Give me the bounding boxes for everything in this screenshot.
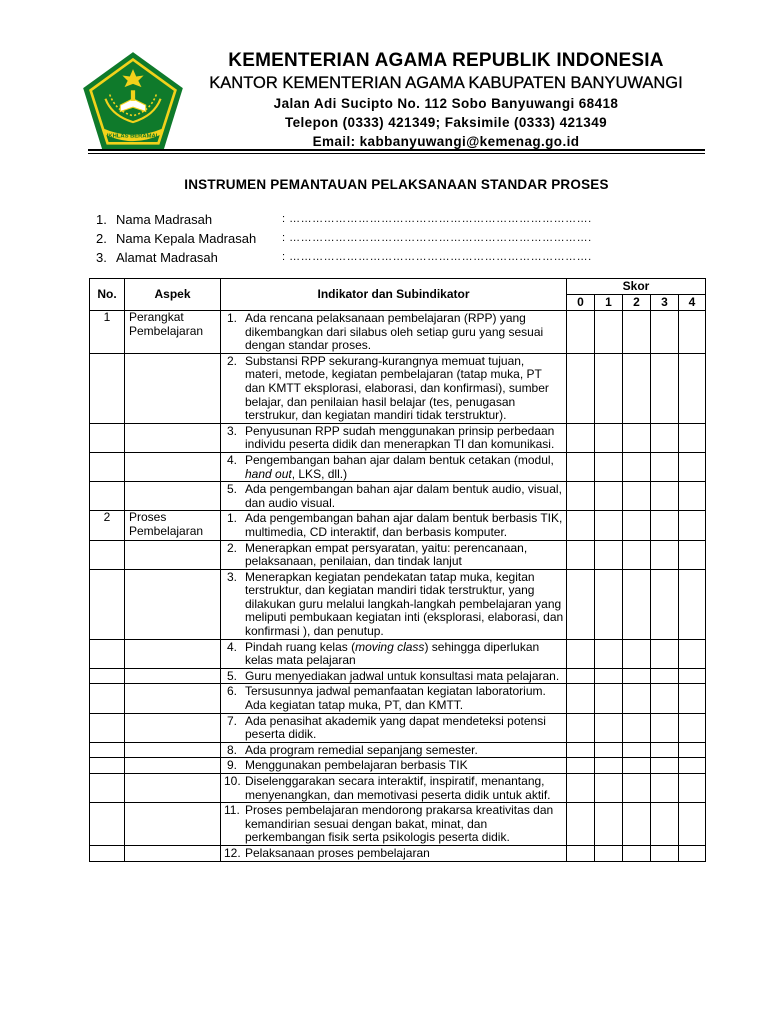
score-level: 1 [595, 295, 623, 311]
indicator-number: 2. [227, 353, 238, 368]
score-cell[interactable] [623, 713, 651, 742]
score-cell[interactable] [567, 684, 595, 713]
indicator-number: 12. [224, 845, 241, 860]
score-cell[interactable] [623, 758, 651, 774]
indicator-text: Substansi RPP sekurang-kurangnya memuat tujuan, materi, metode, kegiatan pembelajaran (tatap muka, PT dan KMTT eksplorasi, elaborasi, dan konfirmasi), sumber belajar, dan penilaian hasil belajar (tes, penugasan terstrukur, dan kegiatan mandiri tidak terstruktur). [245, 353, 549, 423]
score-cell[interactable] [679, 353, 706, 423]
row-number [90, 639, 125, 668]
row-aspek [125, 803, 221, 846]
indicator-number: 2. [227, 540, 238, 555]
indicator-text: Ada rencana pelaksanaan pembelajaran (RPP) yang dikembangkan dari silabus oleh setiap guru yang sesuai dengan standar proses. [245, 311, 544, 353]
indicator-text: Ada penasihat akademik yang dapat mendeteksi potensi peserta didik. [245, 713, 546, 742]
field-label: Nama Madrasah [116, 212, 213, 227]
indicator-cell [221, 845, 567, 861]
row-aspek [125, 742, 221, 758]
row-number [90, 684, 125, 713]
office-phone: Telepon (0333) 421349; Faksimile (0333) 421349 [284, 115, 608, 130]
score-cell[interactable] [651, 353, 679, 423]
indicator-number: 11. [224, 803, 240, 818]
indicator-number: 8. [227, 742, 238, 757]
indicator-text: Pelaksanaan proses pembelajaran [245, 845, 430, 860]
ministry-name: KEMENTERIAN AGAMA REPUBLIK INDONESIA [228, 50, 664, 71]
table-row [90, 742, 706, 758]
indicator-cell [221, 423, 567, 452]
indicator-text: Menerapkan kegiatan pendekatan tatap muka, kegitan terstruktur, dan kegiatan mandiri tidak terstruktur, yang dilakukan guru melalui langkah-langkah pembelajaran yang meliputi pembukaan kegiatan inti (eksplorasi, elaborasi, dan konfirmasi ), dan penutup. [245, 569, 564, 639]
row-number: 2 [90, 511, 125, 540]
score-cell[interactable] [651, 668, 679, 684]
header-indikator: Indikator dan Subindikator [221, 279, 567, 311]
row-aspek [125, 639, 221, 668]
score-cell[interactable] [567, 713, 595, 742]
score-cell[interactable] [651, 639, 679, 668]
table-row [90, 423, 706, 452]
score-cell[interactable] [679, 423, 706, 452]
score-cell[interactable] [679, 758, 706, 774]
table-row [90, 540, 706, 569]
score-cell[interactable] [595, 774, 623, 803]
score-cell[interactable] [651, 742, 679, 758]
indicator-text: Ada program remedial sepanjang semester. [245, 742, 478, 757]
indicator-text: Ada pengembangan bahan ajar dalam bentuk berbasis TIK, multimedia, CD interaktif, dan berbasis komputer. [245, 511, 563, 539]
row-aspek [125, 845, 221, 861]
indicator-cell [221, 774, 567, 803]
score-cell[interactable] [651, 684, 679, 713]
score-cell[interactable] [623, 639, 651, 668]
kemenag-logo [80, 50, 186, 156]
indicator-text: Tersusunnya jadwal pemanfaatan kegiatan laboratorium. Ada kegiatan tatap muka, PT, dan KMTT. [245, 684, 546, 713]
score-cell[interactable] [679, 311, 706, 354]
score-cell[interactable] [679, 845, 706, 861]
row-aspek [125, 713, 221, 742]
score-cell[interactable] [623, 423, 651, 452]
score-cell[interactable] [623, 803, 651, 846]
indicator-cell [221, 311, 567, 354]
score-cell[interactable] [595, 639, 623, 668]
row-aspek [125, 774, 221, 803]
score-cell[interactable] [623, 540, 651, 569]
score-cell[interactable] [567, 758, 595, 774]
indicator-cell [221, 639, 567, 668]
score-cell[interactable] [623, 845, 651, 861]
indicator-number: 3. [227, 569, 238, 584]
field-nama-kepala-madrasah [96, 229, 592, 248]
row-number [90, 353, 125, 423]
field-label: Alamat Madrasah [116, 250, 218, 265]
field-number: 3. [96, 250, 107, 265]
score-cell[interactable] [567, 482, 595, 511]
row-number [90, 540, 125, 569]
indicator-text: Menerapkan empat persyaratan, yaitu: perencanaan, pelaksanaan, penilaian, dan tindak lanjut [245, 540, 528, 569]
score-cell[interactable] [651, 511, 679, 540]
indicator-cell [221, 482, 567, 511]
table-row [90, 511, 706, 540]
score-cell[interactable] [567, 803, 595, 846]
row-aspek: Proses Pembelajaran [125, 511, 221, 540]
header-rule-thick [88, 149, 705, 151]
indicator-cell [221, 353, 567, 423]
row-number [90, 423, 125, 452]
score-cell[interactable] [623, 452, 651, 481]
header-aspek: Aspek [125, 279, 221, 311]
score-cell[interactable] [567, 311, 595, 354]
indicator-text: Diselenggarakan secara interaktif, inspiratif, menantang, menyenangkan, dan memotivasi peserta didik untuk aktif. [245, 774, 551, 802]
table-row [90, 774, 706, 803]
row-aspek [125, 569, 221, 639]
row-number [90, 713, 125, 742]
row-number [90, 758, 125, 774]
score-cell[interactable] [623, 311, 651, 354]
indicator-cell [221, 452, 567, 481]
indicator-number: 1. [227, 311, 238, 325]
score-cell[interactable] [651, 452, 679, 481]
score-cell[interactable] [595, 311, 623, 354]
score-cell[interactable] [651, 803, 679, 846]
field-number: 1. [96, 212, 107, 227]
score-cell[interactable] [651, 482, 679, 511]
field-nama-madrasah [96, 210, 592, 229]
score-cell[interactable] [679, 713, 706, 742]
indicator-text: Pengembangan bahan ajar dalam bentuk cetakan (modul, hand out, LKS, dll.) [245, 452, 554, 481]
letterhead [196, 50, 696, 151]
score-level: 4 [679, 295, 706, 311]
indicator-cell [221, 511, 567, 540]
table-row [90, 803, 706, 846]
office-email: Email: kabbanyuwangi@kemenag.go.id [312, 134, 580, 149]
indicator-cell [221, 569, 567, 639]
score-cell[interactable] [623, 684, 651, 713]
score-cell[interactable] [567, 511, 595, 540]
score-cell[interactable] [595, 684, 623, 713]
score-cell[interactable] [651, 569, 679, 639]
row-number [90, 668, 125, 684]
score-cell[interactable] [623, 482, 651, 511]
score-cell[interactable] [595, 482, 623, 511]
table-body [90, 311, 706, 862]
field-alamat-madrasah [96, 248, 592, 267]
score-cell[interactable] [595, 668, 623, 684]
score-cell[interactable] [679, 452, 706, 481]
logo-motto: IKHLAS BERAMAL [106, 133, 160, 140]
score-level: 2 [623, 295, 651, 311]
office-name: KANTOR KEMENTERIAN AGAMA KABUPATEN BANYUWANGI [209, 74, 683, 92]
score-cell[interactable] [567, 540, 595, 569]
indicator-cell [221, 684, 567, 713]
indicator-number: 4. [227, 639, 238, 654]
table-row [90, 639, 706, 668]
row-aspek [125, 758, 221, 774]
field-blank[interactable]: : ……………………………………………………………………. [282, 213, 592, 225]
score-cell[interactable] [623, 742, 651, 758]
field-blank[interactable]: : ……………………………………………………………………. [282, 251, 592, 263]
score-cell[interactable] [567, 774, 595, 803]
row-number [90, 452, 125, 481]
score-cell[interactable] [567, 845, 595, 861]
row-number [90, 803, 125, 846]
score-level: 0 [567, 295, 595, 311]
score-cell[interactable] [679, 774, 706, 803]
header-skor: Skor [567, 279, 706, 295]
row-number [90, 569, 125, 639]
field-blank[interactable]: : ……………………………………………………………………. [282, 232, 592, 244]
score-cell[interactable] [567, 452, 595, 481]
table-row [90, 353, 706, 423]
score-cell[interactable] [595, 569, 623, 639]
indicator-number: 9. [227, 758, 238, 773]
row-number [90, 774, 125, 803]
header-no: No. [90, 279, 125, 311]
score-cell[interactable] [651, 423, 679, 452]
score-cell[interactable] [595, 758, 623, 774]
score-cell[interactable] [651, 713, 679, 742]
table-row [90, 713, 706, 742]
indicator-text: Proses pembelajaran mendorong prakarsa kreativitas dan kemandirian sesuai dengan bakat, minat, dan perkembangan fisik serta psikologis peserta didik. [245, 803, 554, 845]
score-cell[interactable] [567, 639, 595, 668]
indicator-number: 1. [227, 511, 238, 526]
score-cell[interactable] [567, 668, 595, 684]
field-number: 2. [96, 231, 107, 246]
score-cell[interactable] [679, 742, 706, 758]
table-row [90, 758, 706, 774]
row-aspek [125, 452, 221, 481]
score-cell[interactable] [623, 774, 651, 803]
row-number [90, 742, 125, 758]
score-cell[interactable] [679, 668, 706, 684]
table-row [90, 668, 706, 684]
indicator-text: Guru menyediakan jadwal untuk konsultasi mata pelajaran. [245, 668, 560, 683]
indicator-number: 5. [227, 482, 238, 497]
document-title: INSTRUMEN PEMANTAUAN PELAKSANAAN STANDAR PROSES [184, 177, 609, 192]
score-cell[interactable] [679, 511, 706, 540]
score-cell[interactable] [595, 511, 623, 540]
indicator-text: Penyusunan RPP sudah menggunakan prinsip perbedaan individu peserta didik dan menerapkan TI dan komunikasi. [245, 423, 555, 452]
field-label: Nama Kepala Madrasah [116, 231, 257, 246]
score-cell[interactable] [595, 803, 623, 846]
score-cell[interactable] [623, 668, 651, 684]
row-aspek [125, 482, 221, 511]
indicator-cell [221, 742, 567, 758]
score-level: 3 [651, 295, 679, 311]
score-cell[interactable] [679, 569, 706, 639]
indicator-cell [221, 758, 567, 774]
score-cell[interactable] [679, 540, 706, 569]
score-cell[interactable] [679, 684, 706, 713]
score-cell[interactable] [567, 423, 595, 452]
score-cell[interactable] [623, 353, 651, 423]
indicator-number: 6. [227, 684, 238, 699]
indicator-number: 3. [227, 423, 238, 438]
score-cell[interactable] [567, 569, 595, 639]
score-cell[interactable] [679, 803, 706, 846]
table-row [90, 452, 706, 481]
indicator-cell [221, 803, 567, 846]
table-row [90, 482, 706, 511]
score-cell[interactable] [679, 482, 706, 511]
score-cell[interactable] [567, 353, 595, 423]
table-row [90, 845, 706, 861]
indicator-number: 10. [224, 774, 241, 788]
score-cell[interactable] [595, 452, 623, 481]
row-number: 1 [90, 311, 125, 354]
row-aspek: Perangkat Pembelajaran [125, 311, 221, 354]
score-cell[interactable] [595, 713, 623, 742]
indicator-cell [221, 668, 567, 684]
score-cell[interactable] [651, 758, 679, 774]
score-cell[interactable] [595, 423, 623, 452]
score-cell[interactable] [595, 353, 623, 423]
score-cell[interactable] [595, 742, 623, 758]
score-cell[interactable] [651, 540, 679, 569]
row-number [90, 482, 125, 511]
row-aspek [125, 540, 221, 569]
score-cell[interactable] [595, 540, 623, 569]
row-aspek [125, 684, 221, 713]
score-cell[interactable] [595, 845, 623, 861]
score-cell[interactable] [651, 311, 679, 354]
indicator-text: Menggunakan pembelajaran berbasis TIK [245, 758, 468, 773]
score-cell[interactable] [567, 742, 595, 758]
indicator-text: Pindah ruang kelas (moving class) sehingga diperlukan kelas mata pelajaran [245, 639, 540, 668]
score-cell[interactable] [623, 569, 651, 639]
assessment-table [89, 278, 706, 862]
table-row [90, 569, 706, 639]
score-cell[interactable] [679, 639, 706, 668]
score-cell[interactable] [651, 845, 679, 861]
indicator-text: Ada pengembangan bahan ajar dalam bentuk audio, visual, dan audio visual. [245, 482, 562, 510]
row-number [90, 845, 125, 861]
indicator-number: 7. [227, 713, 238, 728]
indicator-cell [221, 540, 567, 569]
identity-fields [96, 210, 592, 267]
table-row [90, 684, 706, 713]
office-address: Jalan Adi Sucipto No. 112 Sobo Banyuwangi 68418 [273, 96, 619, 111]
score-cell[interactable] [623, 511, 651, 540]
indicator-cell [221, 713, 567, 742]
header-rule-thin [88, 153, 705, 154]
row-aspek [125, 668, 221, 684]
table-row [90, 311, 706, 354]
indicator-number: 5. [227, 668, 238, 683]
indicator-number: 4. [227, 452, 238, 467]
score-cell[interactable] [651, 774, 679, 803]
row-aspek [125, 423, 221, 452]
row-aspek [125, 353, 221, 423]
